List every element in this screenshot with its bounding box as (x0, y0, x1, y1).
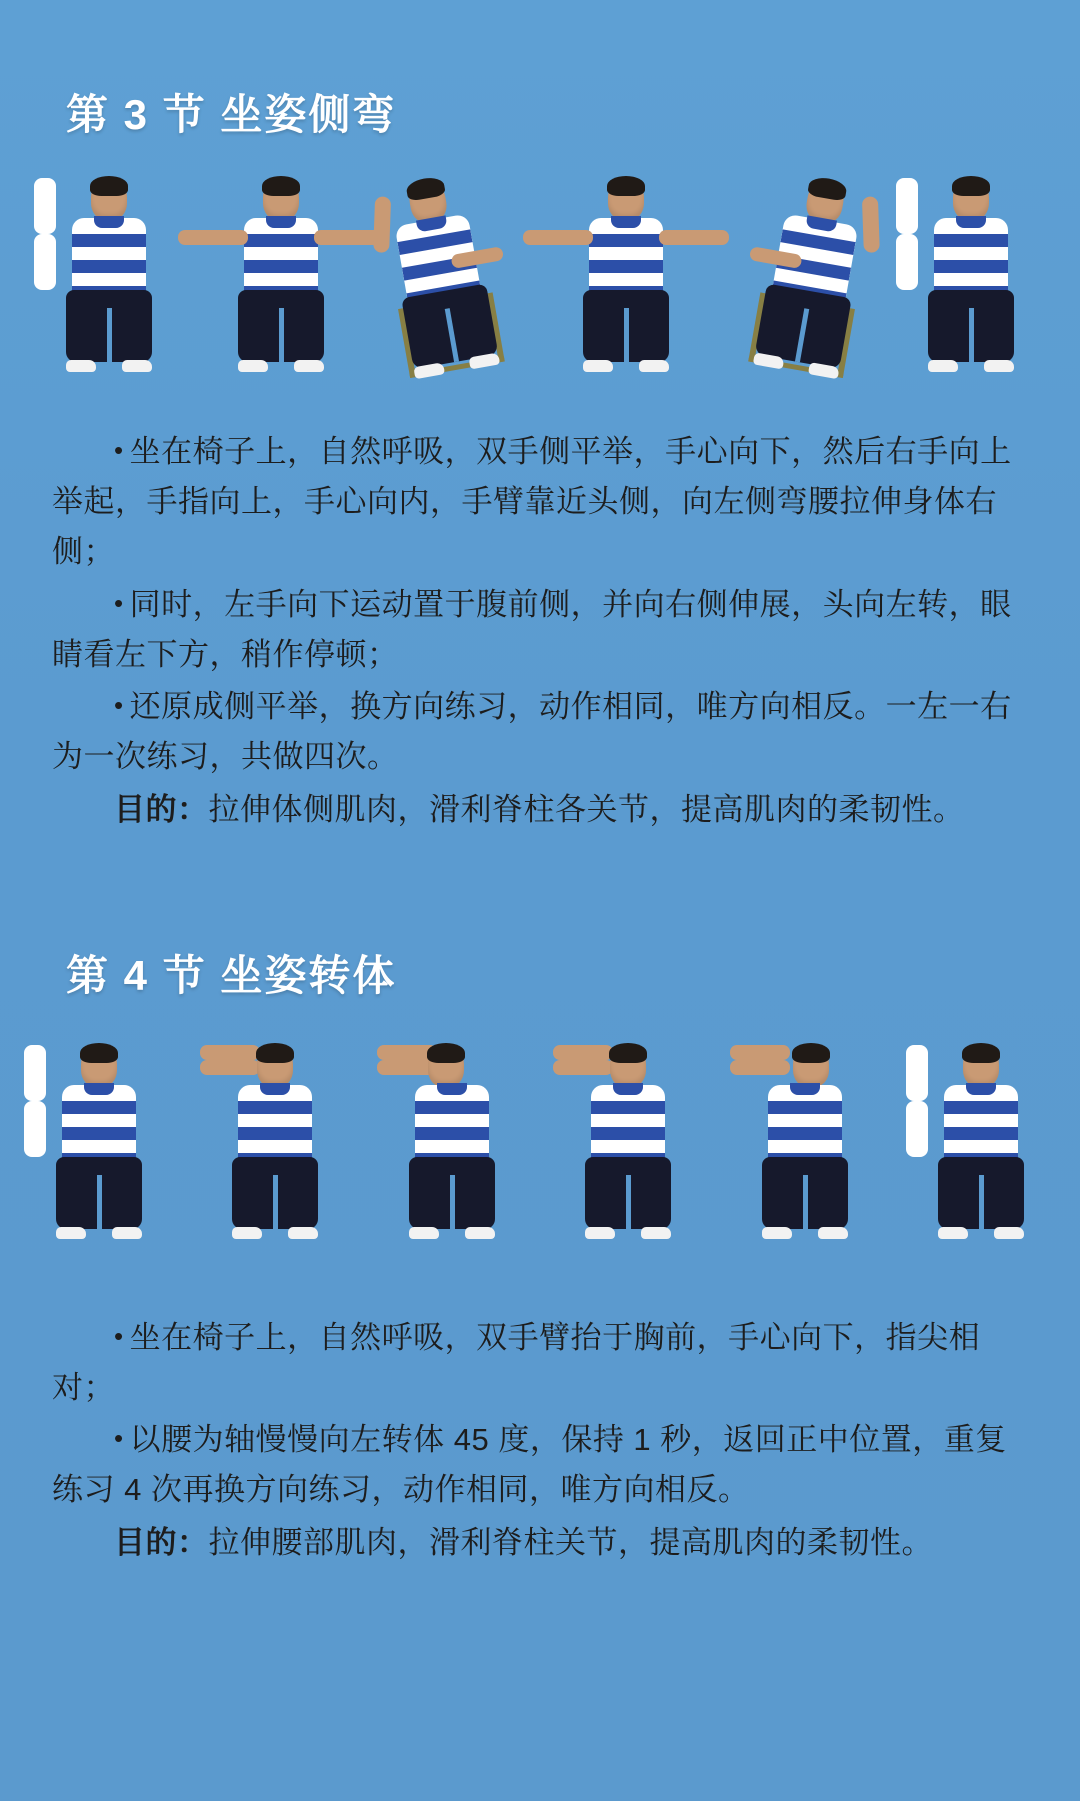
collar-shape (790, 1083, 820, 1095)
section-3-figure-strip (0, 178, 1080, 393)
right-shoe-shape (639, 360, 669, 372)
paragraph-text: 坐在椅子上，自然呼吸，双手臂抬于胸前，手心向下，指尖相对； (52, 1319, 981, 1405)
hair-shape (807, 175, 848, 201)
hair-shape (262, 176, 300, 196)
left-shoe-shape (56, 1227, 86, 1239)
hair-shape (80, 1043, 118, 1063)
section-3-paragraph-3 (52, 682, 1028, 782)
legs-shape (409, 1157, 495, 1229)
head-shape (963, 1045, 999, 1087)
figure-pose-4 (553, 1045, 703, 1275)
right-shoe-shape (641, 1227, 671, 1239)
paragraph-text: 以腰为轴慢慢向左转体 45 度，保持 1 秒，返回正中位置，重复练习 4 次再换方向练习，动作相同，唯方向相反。 (52, 1422, 1007, 1508)
figure-pose-3 (377, 1045, 527, 1275)
collar-shape (266, 216, 296, 228)
torso-shape (768, 1085, 842, 1163)
legs-shape (232, 1157, 318, 1229)
collar-shape (611, 216, 641, 228)
left-forearm-shape (730, 1045, 790, 1060)
raised-arm-shape (373, 196, 391, 253)
figure-pose-4 (551, 178, 701, 393)
head-shape (263, 178, 299, 220)
left-arm-shape (24, 1045, 46, 1101)
section-3-heading: 第 3 节 坐姿侧弯 (66, 91, 397, 138)
purpose-text: 拉伸体侧肌肉，滑利脊柱各关节，提高肌肉的柔韧性。 (208, 791, 965, 827)
right-forearm-shape (730, 1060, 790, 1075)
figure-pose-5 (717, 168, 902, 406)
head-shape (953, 178, 989, 220)
collar-shape (84, 1083, 114, 1095)
section-4-figure-strip (0, 1045, 1080, 1275)
hair-shape (90, 176, 128, 196)
section-4-purpose (52, 1518, 1028, 1568)
torso-shape (244, 218, 318, 296)
right-shoe-shape (465, 1227, 495, 1239)
figure-pose-2 (200, 1045, 350, 1275)
paragraph-text: 同时，左手向下运动置于腹前侧，并向右侧伸展，头向左转，眼睛看左下方，稍作停顿； (52, 586, 1012, 672)
head-shape (608, 178, 644, 220)
hair-shape (962, 1043, 1000, 1063)
bullet-icon: • (114, 1320, 124, 1351)
bullet-icon: • (114, 587, 124, 618)
bullet-icon: • (114, 435, 124, 465)
hair-shape (405, 175, 446, 201)
left-shoe-shape (238, 360, 268, 372)
legs-shape (238, 290, 324, 362)
right-shoe-shape (818, 1227, 848, 1239)
right-arm-shape (24, 1101, 46, 1157)
bullet-icon: • (114, 1423, 124, 1454)
figure-pose-6 (896, 178, 1046, 393)
left-shoe-shape (66, 360, 96, 372)
left-shoe-shape (585, 1227, 615, 1239)
legs-shape (56, 1157, 142, 1229)
section-4-paragraph-2 (52, 1415, 1028, 1515)
torso-shape (62, 1085, 136, 1163)
section-4-heading: 第 4 节 坐姿转体 (66, 951, 397, 999)
hair-shape (607, 176, 645, 196)
hair-shape (952, 176, 990, 196)
right-arm-shape (659, 230, 729, 245)
collar-shape (94, 216, 124, 228)
left-forearm-shape (553, 1045, 613, 1060)
legs-shape (762, 1157, 848, 1229)
torso-shape (415, 1085, 489, 1163)
right-arm-shape (34, 234, 56, 290)
right-arm-shape (896, 234, 918, 290)
torso-shape (589, 218, 663, 296)
section-3-body (0, 427, 1080, 835)
left-shoe-shape (928, 360, 958, 372)
hair-shape (609, 1043, 647, 1063)
legs-shape (585, 1157, 671, 1229)
section-4-body (0, 1313, 1080, 1568)
left-shoe-shape (762, 1227, 792, 1239)
left-shoe-shape (583, 360, 613, 372)
section-3-paragraph-2 (52, 580, 1028, 680)
left-shoe-shape (232, 1227, 262, 1239)
purpose-label: 目的： (114, 1524, 209, 1560)
torso-shape (591, 1085, 665, 1163)
raised-arm-shape (861, 196, 879, 253)
head-shape (91, 178, 127, 220)
bullet-icon: • (114, 690, 124, 721)
right-shoe-shape (288, 1227, 318, 1239)
paragraph-text: 坐在椅子上，自然呼吸，双手侧平举，手心向下，然后右手向上举起，手指向上，手心向内，手臂靠近头侧，向左侧弯腰拉伸身体右侧； (52, 434, 1012, 570)
hair-shape (792, 1043, 830, 1063)
right-shoe-shape (994, 1227, 1024, 1239)
figure-pose-1 (34, 178, 184, 393)
left-arm-shape (523, 230, 593, 245)
legs-shape (66, 290, 152, 362)
purpose-text: 拉伸腰部肌肉，滑利脊柱关节，提高肌肉的柔韧性。 (208, 1524, 933, 1560)
figure-pose-3 (350, 168, 535, 406)
legs-shape (583, 290, 669, 362)
left-forearm-shape (200, 1045, 260, 1060)
left-shoe-shape (938, 1227, 968, 1239)
right-forearm-shape (553, 1060, 613, 1075)
torso-shape (238, 1085, 312, 1163)
legs-shape (928, 290, 1014, 362)
head-shape (428, 1045, 464, 1087)
torso-shape (944, 1085, 1018, 1163)
left-arm-shape (896, 178, 918, 234)
collar-shape (260, 1083, 290, 1095)
right-shoe-shape (122, 360, 152, 372)
left-shoe-shape (409, 1227, 439, 1239)
section-3-paragraph-1 (52, 427, 1028, 578)
figure-pose-6 (906, 1045, 1056, 1275)
figure-pose-5 (730, 1045, 880, 1275)
purpose-label: 目的： (114, 791, 209, 827)
collar-shape (437, 1083, 467, 1095)
head-shape (610, 1045, 646, 1087)
right-forearm-shape (200, 1060, 260, 1075)
head-shape (81, 1045, 117, 1087)
section-3-purpose (52, 785, 1028, 835)
right-arm-shape (906, 1101, 928, 1157)
legs-shape (938, 1157, 1024, 1229)
section-exercise-3 (0, 0, 1080, 835)
head-shape (257, 1045, 293, 1087)
torso-shape (72, 218, 146, 296)
hair-shape (427, 1043, 465, 1063)
section-4-paragraph-1 (52, 1313, 1028, 1413)
left-arm-shape (906, 1045, 928, 1101)
figure-pose-2 (206, 178, 356, 393)
hair-shape (256, 1043, 294, 1063)
left-arm-shape (34, 178, 56, 234)
section-exercise-4 (0, 907, 1080, 1568)
left-arm-shape (178, 230, 248, 245)
head-shape (793, 1045, 829, 1087)
torso-shape (934, 218, 1008, 296)
figure-pose-1 (24, 1045, 174, 1275)
paragraph-text: 还原成侧平举，换方向练习，动作相同，唯方向相反。一左一右为一次练习，共做四次。 (52, 689, 1012, 775)
section-divider-space (0, 837, 1080, 907)
right-shoe-shape (984, 360, 1014, 372)
right-shoe-shape (112, 1227, 142, 1239)
collar-shape (613, 1083, 643, 1095)
collar-shape (956, 216, 986, 228)
right-shoe-shape (294, 360, 324, 372)
collar-shape (966, 1083, 996, 1095)
